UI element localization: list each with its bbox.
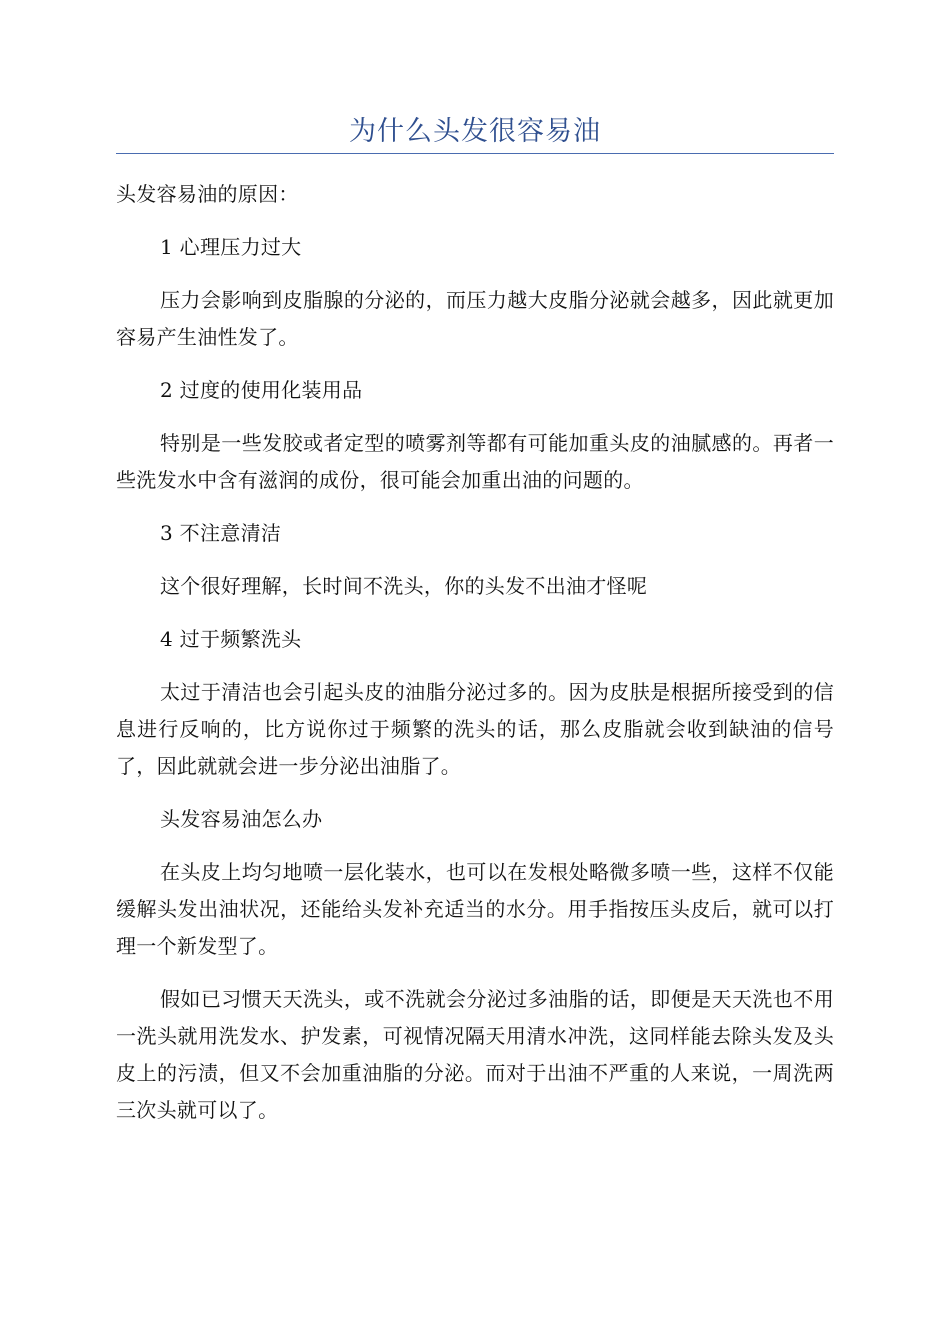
- body-paragraph: 假如已习惯天天洗头，或不洗就会分泌过多油脂的话，即便是天天洗也不用一洗头就用洗发水、护发素，可视情况隔天用清水冲洗，这同样能去除头发及头皮上的污渍，但又不会加重油脂的分泌。而对于出油不严重的人来说，一周洗两三次头就可以了。: [116, 987, 834, 1122]
- body-paragraph: 这个很好理解，长时间不洗头，你的头发不出油才怪呢: [160, 574, 648, 598]
- cause-heading-4: 4 过于频繁洗头: [160, 627, 302, 651]
- section-heading-causes: 头发容易油的原因：: [116, 182, 299, 206]
- document-body: [116, 176, 834, 1145]
- cause-heading-1: 1 心理压力过大: [160, 235, 302, 259]
- title-underline: [116, 153, 834, 154]
- body-paragraph: 太过于清洁也会引起头皮的油脂分泌过多的。因为皮肤是根据所接受到的信息进行反响的，比方说你过于频繁的洗头的话，那么皮脂就会收到缺油的信号了，因此就就会进一步分泌出油脂了。: [116, 680, 834, 778]
- section-heading-solutions: 头发容易油怎么办: [160, 807, 323, 831]
- body-paragraph: 压力会影响到皮脂腺的分泌的，而压力越大皮脂分泌就会越多，因此就更加容易产生油性发了。: [116, 288, 834, 349]
- cause-heading-3: 3 不注意清洁: [160, 521, 282, 545]
- cause-heading-2: 2 过度的使用化装用品: [160, 378, 363, 402]
- body-paragraph: 特别是一些发胶或者定型的喷雾剂等都有可能加重头皮的油腻感的。再者一些洗发水中含有滋润的成份，很可能会加重出油的问题的。: [116, 431, 834, 492]
- page-title: 为什么头发很容易油: [349, 116, 601, 147]
- body-paragraph: 在头皮上均匀地喷一层化装水，也可以在发根处略微多喷一些，这样不仅能缓解头发出油状况，还能给头发补充适当的水分。用手指按压头皮后，就可以打理一个新发型了。: [116, 860, 834, 958]
